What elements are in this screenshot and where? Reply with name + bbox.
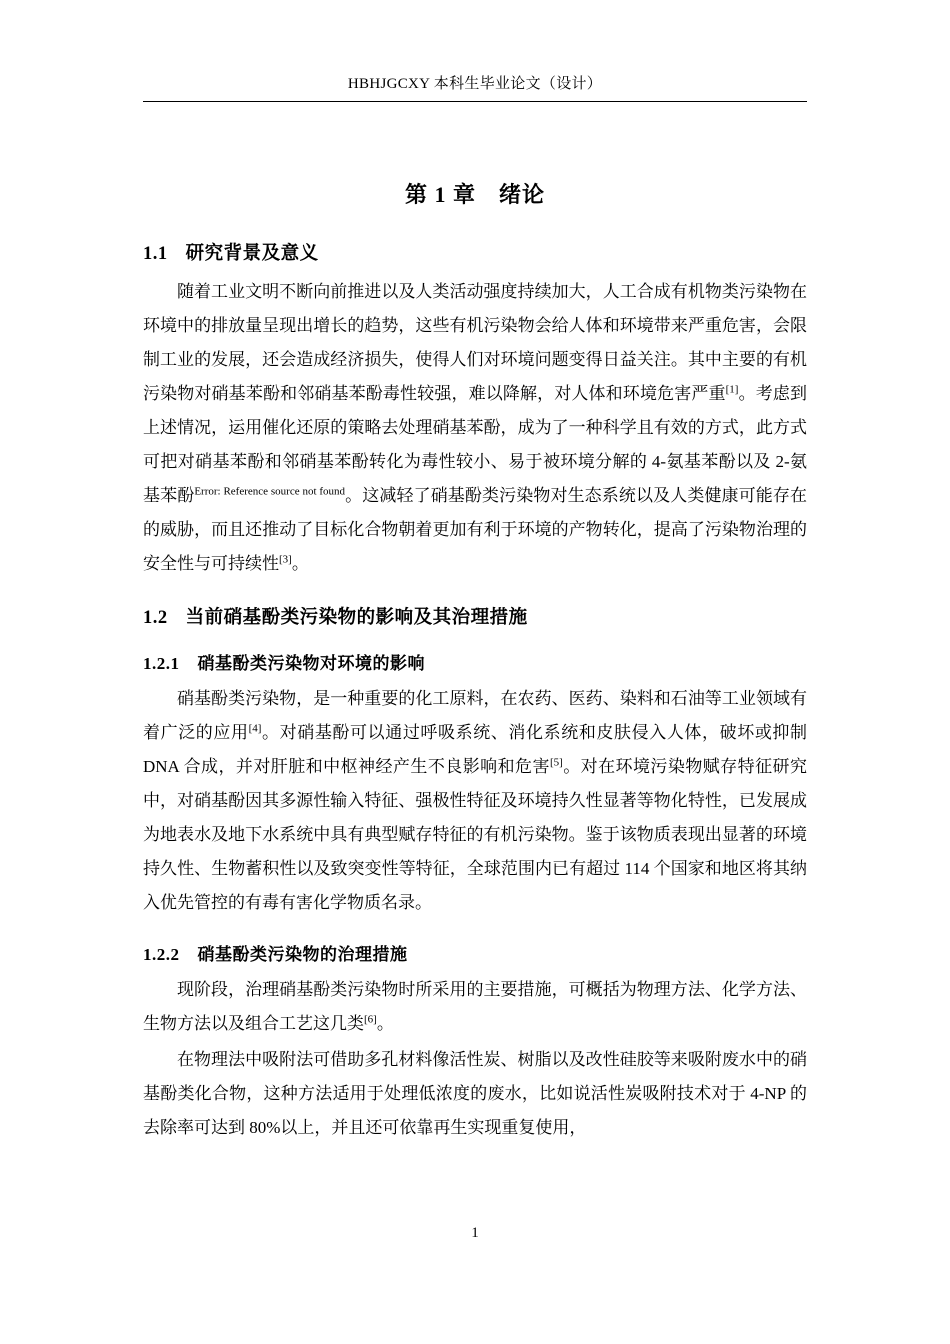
text-run: 。 <box>376 1014 394 1033</box>
page-content <box>143 160 807 1147</box>
page-header: HBHJGCXY 本科生毕业论文（设计） <box>347 76 603 92</box>
text-run: 随着工业文明不断向前推进以及人类活动强度持续加大，人工合成有机物类污染物在环境中的排放量呈现出增长的趋势，这些有机污染物会给人体和环境带来严重危害，会限制工业的发展，还会造成经济损失，使得人们对环境问题变得日益关注。其中主要的有机污染物对硝基苯酚和邻硝基苯酚毒性较强，难以降解，对人体和环境危害严重 <box>143 282 807 403</box>
section-heading-1-2 <box>143 603 807 629</box>
text-run: 在物理法中吸附法可借助多孔材料像活性炭、树脂以及改性硅胶等来吸附废水中的硝基酚类化合物，这种方法适用于处理低浓度的废水，比如说活性炭吸附技术对于 4-NP 的去除率可达到 80%以上，并且还可依靠再生实现重复使用， <box>143 1050 807 1137</box>
subsection-heading-1-2-2 <box>143 940 807 965</box>
citation-ref: [4] <box>248 722 262 735</box>
subsection-number: 1.2.2 <box>143 945 180 964</box>
page-footer: 1 <box>471 1225 479 1241</box>
paragraph-1-1-1 <box>143 275 807 581</box>
subsection-title: 硝基酚类污染物的治理措施 <box>197 945 408 964</box>
section-title: 当前硝基酚类污染物的影响及其治理措施 <box>185 608 528 628</box>
paragraph-1-2-1-1 <box>143 682 807 920</box>
header-divider <box>143 101 807 102</box>
citation-ref: [1] <box>725 383 739 396</box>
text-run: 。考虑到上述情况，运用催化还原的策略去处理硝基苯酚，成为了一种科学且有效的方式，此方式可把对硝基苯酚和邻硝基苯酚转化为毒性较小、易于被环境分解的 4-氨基苯酚以及 2-氨基苯酚 <box>143 384 808 505</box>
section-title: 研究背景及意义 <box>185 244 319 264</box>
text-run: 。 <box>291 554 309 573</box>
paragraph-1-2-2-1 <box>143 973 807 1041</box>
paragraph-1-2-2-2 <box>143 1043 807 1145</box>
citation-ref: [5] <box>549 756 563 769</box>
text-run: 。对硝基酚可以通过呼吸系统、消化系统和皮肤侵入人体，破坏或抑制 DNA 合成，并对肝脏和中枢神经产生不良影响和危害 <box>143 723 808 776</box>
chapter-title: 第 1 章 绪论 <box>404 182 545 207</box>
citation-ref: [3] <box>279 553 292 566</box>
text-run: 硝基酚类污染物，是一种重要的化工原料，在农药、医药、染料和石油等工业领域有着广泛的应用 <box>143 689 807 742</box>
section-number: 1.1 <box>143 244 168 264</box>
text-run: 。对在环境污染物赋存特征研究中，对硝基酚因其多源性输入特征、强极性特征及环境持久性显著等物化特性，已发展成为地表水及地下水系统中具有典型赋存特征的有机污染物。鉴于该物质表现出显著的环境持久性、生物蓄积性以及致突变性等特征，全球范围内已有超过 114 个国家和地区将其纳入优先管控的有毒有害化学物质名录。 <box>143 757 807 912</box>
subsection-title: 硝基酚类污染物对环境的影响 <box>197 654 425 673</box>
subsection-heading-1-2-1 <box>143 649 807 674</box>
section-heading-1-1 <box>143 239 807 265</box>
citation-ref: [6] <box>364 1013 377 1026</box>
text-run: 现阶段，治理硝基酚类污染物时所采用的主要措施，可概括为物理方法、化学方法、生物方法以及组合工艺这几类 <box>143 980 807 1033</box>
section-number: 1.2 <box>143 608 168 628</box>
subsection-number: 1.2.1 <box>143 654 180 673</box>
text-run: 。这减轻了硝基酚类污染物对生态系统以及人类健康可能存在的威胁，而且还推动了目标化合物朝着更加有利于环境的产物转化，提高了污染物治理的安全性与可持续性 <box>143 486 807 573</box>
citation-error-ref: Error: Reference source not found <box>194 485 346 498</box>
